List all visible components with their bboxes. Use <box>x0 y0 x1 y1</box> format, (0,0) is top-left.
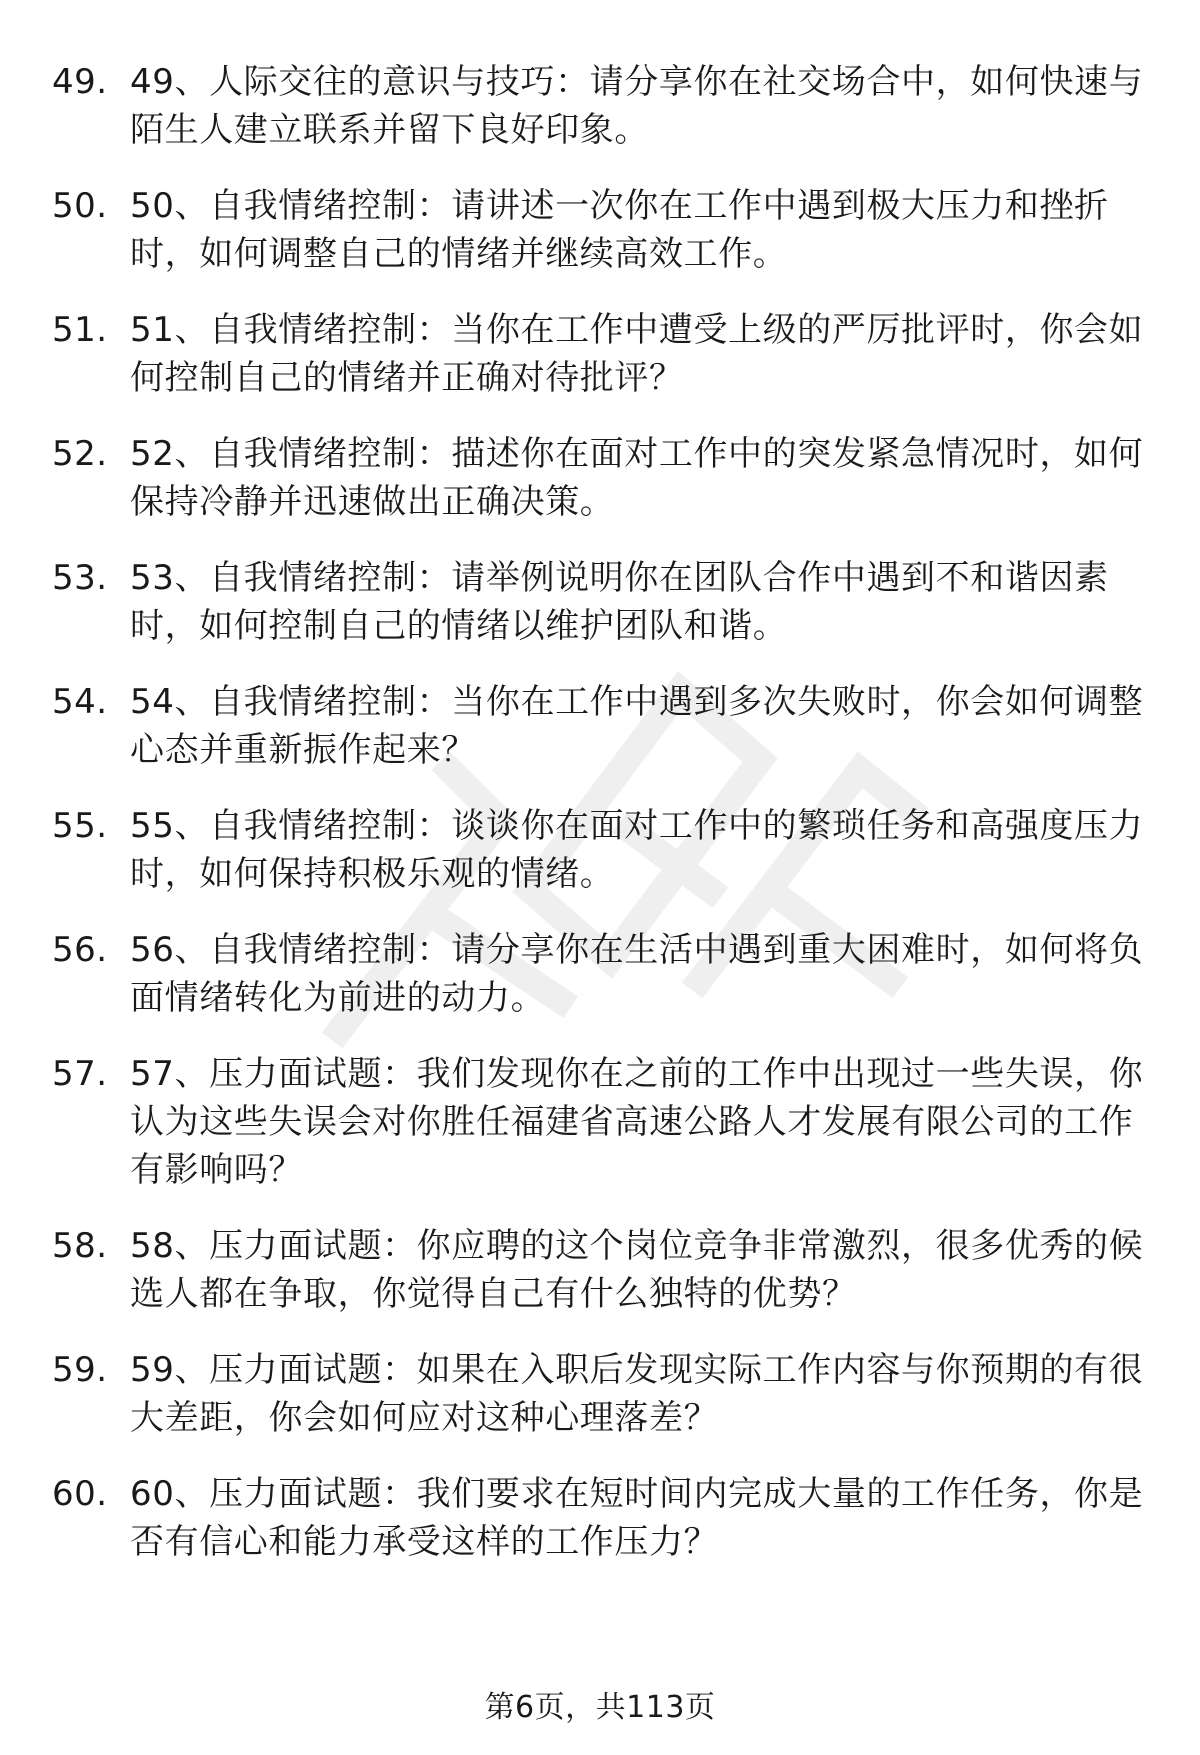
list-item <box>52 58 1152 154</box>
list-item <box>52 1222 1152 1318</box>
item-text: 56、自我情绪控制：请分享你在生活中遇到重大困难时，如何将负面情绪转化为前进的动力。 <box>130 930 1144 1018</box>
item-text: 55、自我情绪控制：谈谈你在面对工作中的繁琐任务和高强度压力时，如何保持积极乐观的情绪。 <box>130 806 1144 894</box>
item-number: 58. <box>52 1226 108 1266</box>
item-number: 59. <box>52 1350 108 1390</box>
item-number: 55. <box>52 806 108 846</box>
item-number: 54. <box>52 682 108 722</box>
list-item <box>52 306 1152 402</box>
item-text: 51、自我情绪控制：当你在工作中遭受上级的严厉批评时，你会如何控制自己的情绪并正确对待批评？ <box>130 310 1144 398</box>
list-item <box>52 554 1152 650</box>
page-footer: 第6页，共113页 <box>484 1690 716 1725</box>
list-item <box>52 1470 1152 1566</box>
item-number: 51. <box>52 310 108 350</box>
item-number: 56. <box>52 930 108 970</box>
item-text: 53、自我情绪控制：请举例说明你在团队合作中遇到不和谐因素时，如何控制自己的情绪以维护团队和谐。 <box>130 558 1109 646</box>
item-number: 57. <box>52 1054 108 1094</box>
item-text: 60、压力面试题：我们要求在短时间内完成大量的工作任务，你是否有信心和能力承受这样的工作压力？ <box>130 1474 1144 1562</box>
item-number: 49. <box>52 62 108 102</box>
item-text: 52、自我情绪控制：描述你在面对工作中的突发紧急情况时，如何保持冷静并迅速做出正确决策。 <box>130 434 1144 522</box>
list-item <box>52 182 1152 278</box>
list-item <box>52 430 1152 526</box>
item-text: 54、自我情绪控制：当你在工作中遇到多次失败时，你会如何调整心态并重新振作起来？ <box>130 682 1144 770</box>
list-item <box>52 926 1152 1022</box>
item-number: 60. <box>52 1474 108 1514</box>
list-item <box>52 1346 1152 1442</box>
item-text: 58、压力面试题：你应聘的这个岗位竞争非常激烈，很多优秀的候选人都在争取，你觉得自己有什么独特的优势？ <box>130 1226 1144 1314</box>
list-item <box>52 678 1152 774</box>
item-text: 50、自我情绪控制：请讲述一次你在工作中遇到极大压力和挫折时，如何调整自己的情绪并继续高效工作。 <box>130 186 1109 274</box>
list-item <box>52 1050 1152 1194</box>
question-list <box>52 58 1152 1594</box>
item-number: 52. <box>52 434 108 474</box>
item-text: 49、人际交往的意识与技巧：请分享你在社交场合中，如何快速与陌生人建立联系并留下良好印象。 <box>130 62 1144 150</box>
list-item <box>52 802 1152 898</box>
item-text: 59、压力面试题：如果在入职后发现实际工作内容与你预期的有很大差距，你会如何应对这种心理落差？ <box>130 1350 1144 1438</box>
item-number: 50. <box>52 186 108 226</box>
item-number: 53. <box>52 558 108 598</box>
item-text: 57、压力面试题：我们发现你在之前的工作中出现过一些失误，你认为这些失误会对你胜任福建省高速公路人才发展有限公司的工作有影响吗？ <box>130 1054 1144 1190</box>
